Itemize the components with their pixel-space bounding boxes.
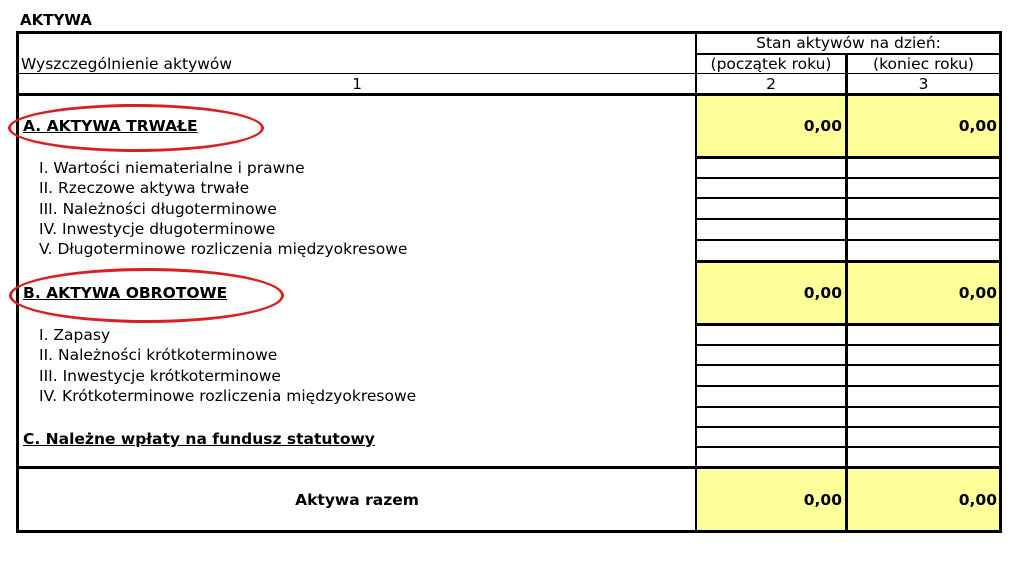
table-border-left	[16, 31, 19, 533]
row-line	[695, 239, 1002, 241]
row-line	[695, 260, 1002, 263]
section-b-item-4: IV. Krótkoterminowe rozliczenia międzyokresowe	[39, 387, 417, 405]
section-b-item-3: III. Inwestycje krótkoterminowe	[39, 367, 281, 385]
highlight-oval-section-b	[9, 268, 284, 323]
section-b-start-value: 0,00	[803, 284, 842, 302]
highlight-oval-section-a	[8, 104, 264, 152]
header-col-number-3: 3	[918, 75, 929, 93]
row-line	[695, 385, 1002, 387]
header-col-number-1: 1	[352, 75, 362, 93]
row-line	[695, 156, 1002, 159]
header-label-column: Wyszczególnienie aktywów	[21, 55, 233, 73]
section-c-label: C. Należne wpłaty na fundusz statutowy	[23, 430, 375, 448]
header-start-label: (początek roku)	[710, 55, 832, 73]
total-label: Aktywa razem	[295, 491, 419, 509]
header-state-label: Stan aktywów na dzień:	[756, 34, 941, 52]
row-line	[695, 426, 1002, 428]
total-start-value: 0,00	[803, 491, 842, 509]
header-end-label: (koniec roku)	[873, 55, 974, 73]
row-line	[695, 177, 1002, 179]
section-a-item-2: II. Rzeczowe aktywa trwałe	[39, 179, 250, 197]
row-line	[695, 344, 1002, 346]
section-a-item-3: III. Należności długoterminowe	[39, 200, 277, 218]
section-a-label: A. AKTYWA TRWAŁE	[23, 117, 198, 135]
section-a-item-1: I. Wartości niematerialne i prawne	[39, 159, 305, 177]
section-b-item-1: I. Zapasy	[39, 326, 111, 344]
col-separator-1	[695, 31, 697, 533]
row-line	[695, 406, 1002, 408]
header-col-number-2: 2	[766, 75, 776, 93]
section-a-start-value: 0,00	[803, 117, 842, 135]
row-line	[695, 323, 1002, 326]
section-a-item-4: IV. Inwestycje długoterminowe	[39, 220, 276, 238]
row-line	[695, 197, 1002, 199]
total-top-line	[16, 466, 1002, 469]
row-line	[695, 446, 1002, 448]
row-line	[695, 364, 1002, 366]
section-b-end-value: 0,00	[958, 284, 997, 302]
page-title: AKTYWA	[20, 11, 92, 29]
section-a-end-value: 0,00	[958, 117, 997, 135]
header-numbers-line	[16, 73, 1002, 74]
row-line	[695, 218, 1002, 220]
header-bottom-line	[16, 93, 1002, 96]
section-b-label: B. AKTYWA OBROTOWE	[23, 284, 228, 302]
table-border-right	[999, 31, 1002, 533]
section-b-item-2: II. Należności krótkoterminowe	[39, 346, 278, 364]
table-border-bottom	[16, 530, 1002, 533]
total-end-value: 0,00	[958, 491, 997, 509]
section-a-item-5: V. Długoterminowe rozliczenia międzyokresowe	[39, 240, 408, 258]
